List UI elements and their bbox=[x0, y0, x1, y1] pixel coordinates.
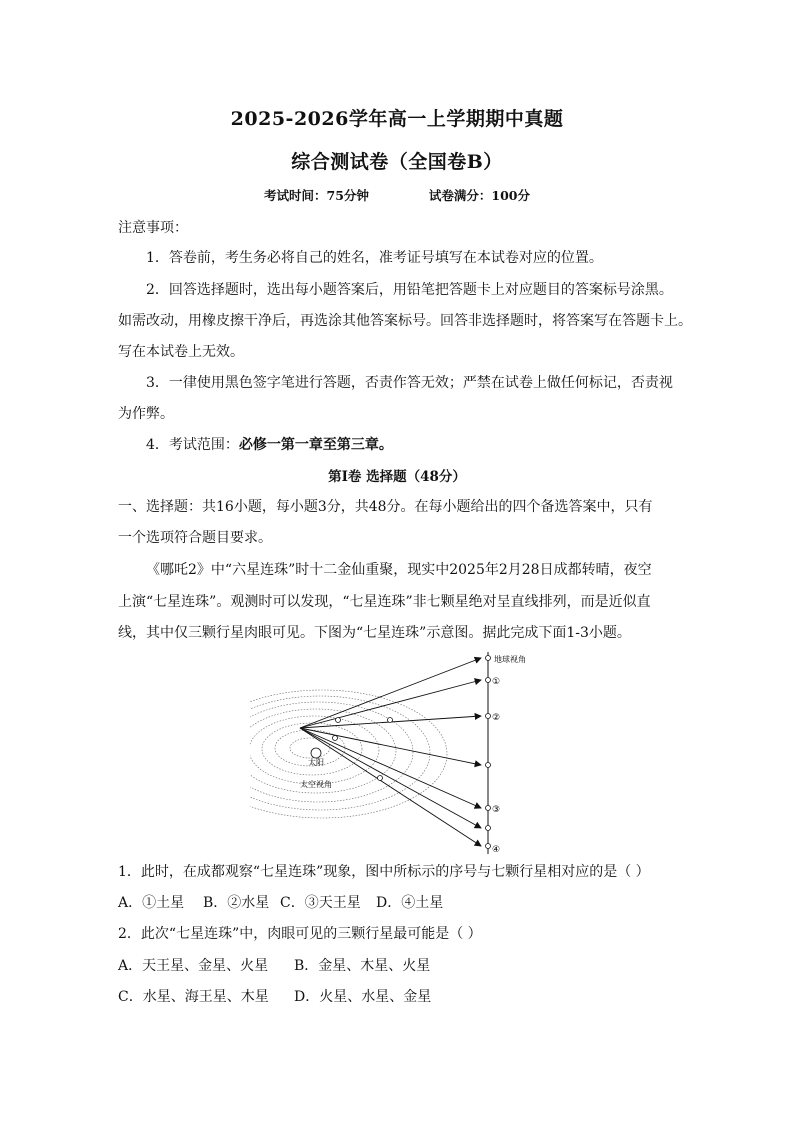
marker-3: ③ bbox=[492, 805, 501, 815]
sun-label: 太阳 bbox=[308, 758, 324, 767]
exam-score: 试卷满分：100分 bbox=[428, 188, 530, 203]
note-item-2-line-2: 如需改动，用橡皮擦干净后，再选涂其他答案标号。回答非选择题时，将答案写在答题卡上。 bbox=[118, 313, 692, 329]
q2-option-a[interactable]: A．天王星、金星、火星 bbox=[118, 958, 269, 974]
note-item-4-scope: 必修一第一章至第三章。 bbox=[238, 437, 393, 453]
question-2-options-row-1 bbox=[118, 956, 678, 976]
seven-planets-diagram bbox=[250, 648, 550, 858]
exam-subtitle: 综合测试卷（全国卷B） bbox=[291, 151, 503, 173]
marker-2: ② bbox=[492, 713, 501, 723]
q1-option-b[interactable]: B．②水星 bbox=[203, 895, 270, 911]
q2-option-b[interactable]: B．金星、木星、火星 bbox=[294, 958, 431, 974]
section-instruction-line-2: 一个选项符合题目要求。 bbox=[118, 530, 272, 546]
q1-option-a[interactable]: A．①土星 bbox=[118, 895, 185, 911]
sun-icon bbox=[311, 748, 321, 758]
marker-1: ① bbox=[492, 677, 501, 687]
note-item-4 bbox=[146, 435, 706, 455]
note-item-4-prefix: 4．考试范围： bbox=[146, 437, 239, 453]
note-item-1: 1．答卷前，考生务必将自己的姓名，准考证号填写在本试卷对应的位置。 bbox=[146, 250, 603, 266]
exam-time: 考试时间：75分钟 bbox=[264, 188, 369, 203]
earth-view-label: 地球视角 bbox=[494, 655, 526, 664]
q2-option-d[interactable]: D．火星、水星、金星 bbox=[294, 989, 432, 1005]
marker-4: ④ bbox=[492, 845, 501, 855]
q2-option-c[interactable]: C．水星、海王星、木星 bbox=[118, 989, 269, 1005]
sight-lines bbox=[300, 658, 481, 846]
note-item-2-line-1: 2．回答选择题时，选出每小题答案后，用铅笔把答题卡上对应题目的答案标号涂黑。 bbox=[146, 282, 673, 298]
planet-markers bbox=[333, 718, 393, 781]
notes-heading: 注意事项： bbox=[118, 220, 188, 236]
space-view-label: 太空视角 bbox=[300, 780, 332, 789]
note-item-2-line-3: 写在本试卷上无效。 bbox=[118, 344, 244, 360]
note-item-3-line-2: 为作弊。 bbox=[118, 406, 174, 422]
section-instruction-line-1: 一、选择题：共16小题，每小题3分，共48分。在每小题给出的四个备选答案中，只有 bbox=[118, 499, 653, 515]
note-item-3-line-1: 3．一律使用黑色签字笔进行答题，否责作答无效；严禁在试卷上做任何标记，否责视 bbox=[146, 375, 673, 391]
exam-title: 2025-2026学年高一上学期期中真题 bbox=[230, 108, 564, 130]
section-title: 第Ⅰ卷 选择题（48分） bbox=[328, 469, 466, 485]
passage-line-2: 上演“七星连珠”。观测时可以发现，“七星连珠”非七颗星绝对呈直线排列，而是近似直 bbox=[118, 594, 651, 610]
q1-option-d[interactable]: D．④土星 bbox=[376, 895, 444, 911]
exam-meta bbox=[0, 186, 794, 204]
question-1-stem: 1．此时，在成都观察“七星连珠”现象，图中所标示的序号与七颗行星相对应的是（ ） bbox=[118, 864, 650, 880]
q1-option-c[interactable]: C．③天王星 bbox=[280, 895, 361, 911]
question-1-options bbox=[118, 893, 678, 913]
passage-line-1: 《哪吒2》中“六星连珠”时十二金仙重聚，现实中2025年2月28日成都转晴，夜空 bbox=[146, 562, 652, 578]
question-2-stem: 2．此次“七星连珠”中，肉眼可见的三颗行星最可能是（ ） bbox=[118, 926, 482, 942]
passage-line-3: 线，其中仅三颗行星肉眼可见。下图为“七星连珠”示意图。据此完成下面1-3小题。 bbox=[118, 625, 631, 641]
question-2-options-row-2 bbox=[118, 987, 678, 1007]
